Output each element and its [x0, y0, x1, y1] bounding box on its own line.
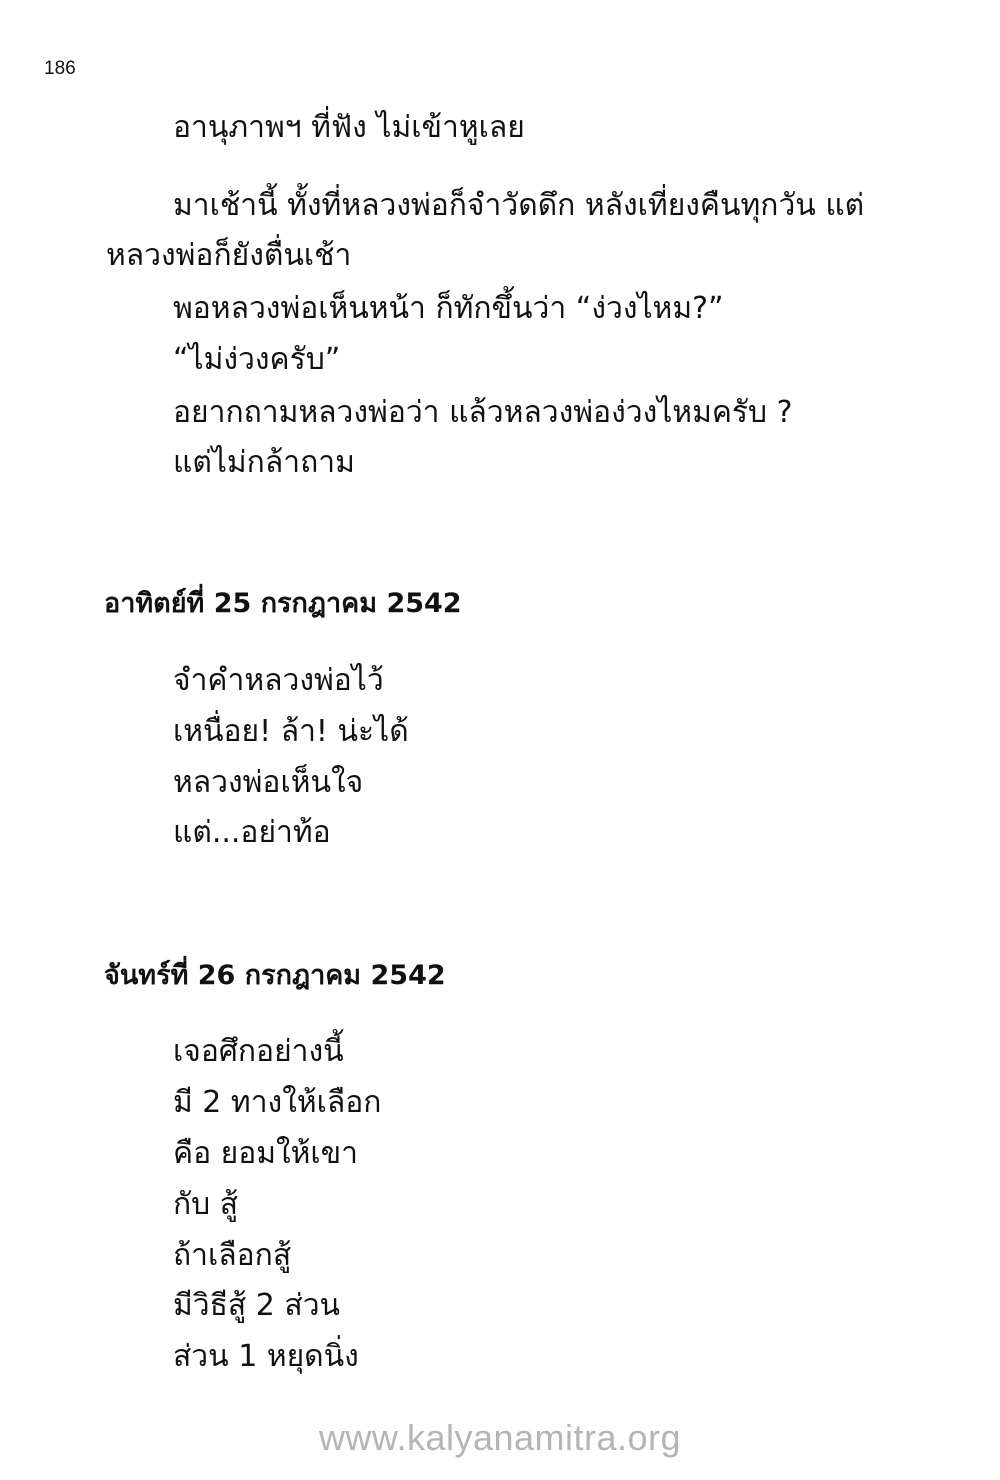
page-number: 186 [44, 58, 76, 79]
section-1-line-4: แต่...อย่าท้อ [173, 815, 331, 850]
intro-line-4: พอหลวงพ่อเห็นหน้า ก็ทักขึ้นว่า “ง่วงไหม?” [173, 291, 724, 326]
section-2-line-2: มี 2 ทางให้เลือก [173, 1085, 382, 1120]
section-2-line-6: มีวิธีสู้ 2 ส่วน [173, 1288, 341, 1323]
intro-line-6: อยากถามหลวงพ่อว่า แล้วหลวงพ่อง่วงไหมครับ ? [173, 395, 793, 430]
section-1-line-3: หลวงพ่อเห็นใจ [173, 765, 364, 800]
intro-line-5: “ไม่ง่วงครับ” [173, 342, 341, 377]
intro-line-7: แต่ไม่กล้าถาม [173, 445, 355, 480]
intro-line-1: อานุภาพฯ ที่ฟัง ไม่เข้าหูเลย [173, 110, 525, 145]
section-2-line-5: ถ้าเลือกสู้ [173, 1238, 292, 1273]
intro-line-2: มาเช้านี้ ทั้งที่หลวงพ่อก็จำวัดดึก หลังเที่ยงคืนทุกวัน แต่ [173, 188, 865, 223]
section-heading-2: จันทร์ที่ 26 กรกฎาคม 2542 [104, 960, 446, 991]
section-1-line-2: เหนื่อย! ล้า! น่ะได้ [173, 714, 409, 749]
section-2-line-3: คือ ยอมให้เขา [173, 1136, 359, 1171]
section-2-line-7: ส่วน 1 หยุดนิ่ง [173, 1339, 359, 1374]
section-2-line-4: กับ สู้ [173, 1187, 239, 1222]
website-watermark: www.kalyanamitra.org [318, 1417, 682, 1458]
section-2-line-1: เจอศึกอย่างนี้ [173, 1034, 344, 1069]
section-1-line-1: จำคำหลวงพ่อไว้ [173, 663, 384, 698]
section-heading-1: อาทิตย์ที่ 25 กรกฎาคม 2542 [104, 588, 462, 619]
intro-line-3: หลวงพ่อก็ยังตื่นเช้า [106, 238, 352, 273]
